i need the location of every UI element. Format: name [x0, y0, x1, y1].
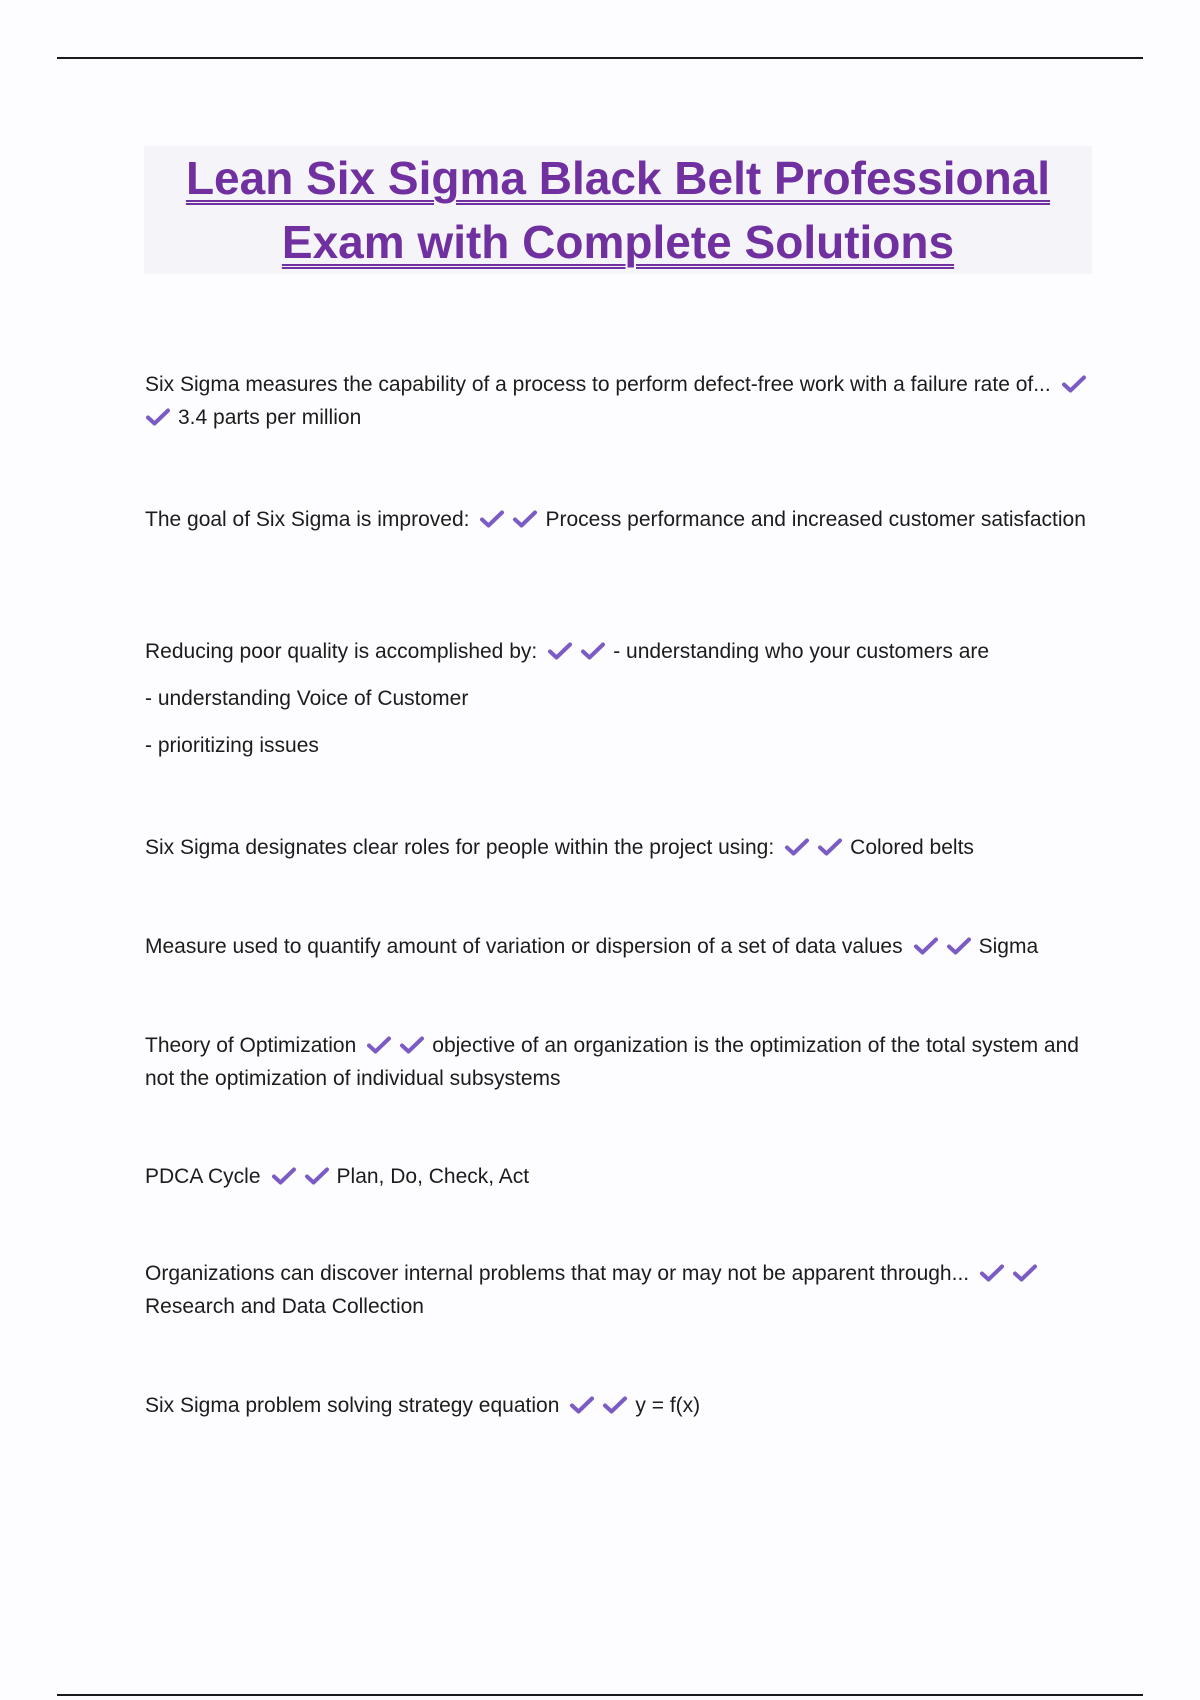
top-rule: [57, 57, 1143, 59]
qa-item-2: [145, 503, 1095, 536]
document-title-line-1: Lean Six Sigma Black Belt Professional: [185, 152, 1051, 204]
check-icon: [913, 936, 939, 956]
document-title-line-2: Exam with Complete Solutions: [281, 216, 955, 268]
bottom-rule: [57, 1694, 1143, 1696]
question-text: Six Sigma problem solving strategy equation: [145, 1394, 560, 1417]
question-text: Six Sigma designates clear roles for people within the project using:: [145, 836, 775, 859]
answer-text: - understanding who your customers are: [613, 640, 990, 663]
qa-item-3: [145, 635, 1095, 762]
answer-text: 3.4 parts per million: [178, 406, 362, 429]
title-box: [144, 146, 1092, 274]
answer-text: Colored belts: [850, 836, 974, 859]
check-icon: [145, 407, 171, 427]
qa-item-6: [145, 1029, 1095, 1095]
check-icon: [580, 641, 606, 661]
check-icon: [399, 1035, 425, 1055]
qa-item-8: [145, 1257, 1095, 1323]
question-text: The goal of Six Sigma is improved:: [145, 508, 470, 531]
check-icon: [946, 936, 972, 956]
check-icon: [569, 1395, 595, 1415]
check-icon: [304, 1166, 330, 1186]
check-icon: [1012, 1263, 1038, 1283]
answer-line: - understanding Voice of Customer: [145, 687, 469, 710]
check-icon: [547, 641, 573, 661]
qa-item-1: [145, 368, 1095, 434]
check-icon: [979, 1263, 1005, 1283]
answer-text: y = f(x): [635, 1394, 701, 1417]
qa-item-5: [145, 930, 1095, 963]
question-text: Theory of Optimization: [145, 1034, 357, 1057]
check-icon: [366, 1035, 392, 1055]
question-text: Measure used to quantify amount of variation or dispersion of a set of data values: [145, 935, 903, 958]
check-icon: [817, 837, 843, 857]
qa-item-4: [145, 831, 1095, 864]
qa-item-9: [145, 1389, 1095, 1422]
answer-text: Research and Data Collection: [145, 1295, 424, 1318]
answer-text: Process performance and increased customer satisfaction: [545, 508, 1086, 531]
check-icon: [271, 1166, 297, 1186]
answer-line: - prioritizing issues: [145, 734, 319, 757]
check-icon: [512, 509, 538, 529]
question-text: Reducing poor quality is accomplished by:: [145, 640, 538, 663]
question-text: Organizations can discover internal problems that may or may not be apparent through...: [145, 1262, 970, 1285]
answer-text: objective of an organization is the optimization of the total system and not the optimization of individual subsystems: [145, 1034, 1079, 1090]
answer-text: Plan, Do, Check, Act: [336, 1165, 530, 1188]
check-icon: [1061, 374, 1087, 394]
check-icon: [784, 837, 810, 857]
check-icon: [602, 1395, 628, 1415]
answer-text: Sigma: [978, 935, 1039, 958]
check-icon: [479, 509, 505, 529]
question-text: PDCA Cycle: [145, 1165, 261, 1188]
qa-item-7: [145, 1160, 1095, 1193]
question-text: Six Sigma measures the capability of a process to perform defect-free work with a failure rate of...: [145, 373, 1051, 396]
